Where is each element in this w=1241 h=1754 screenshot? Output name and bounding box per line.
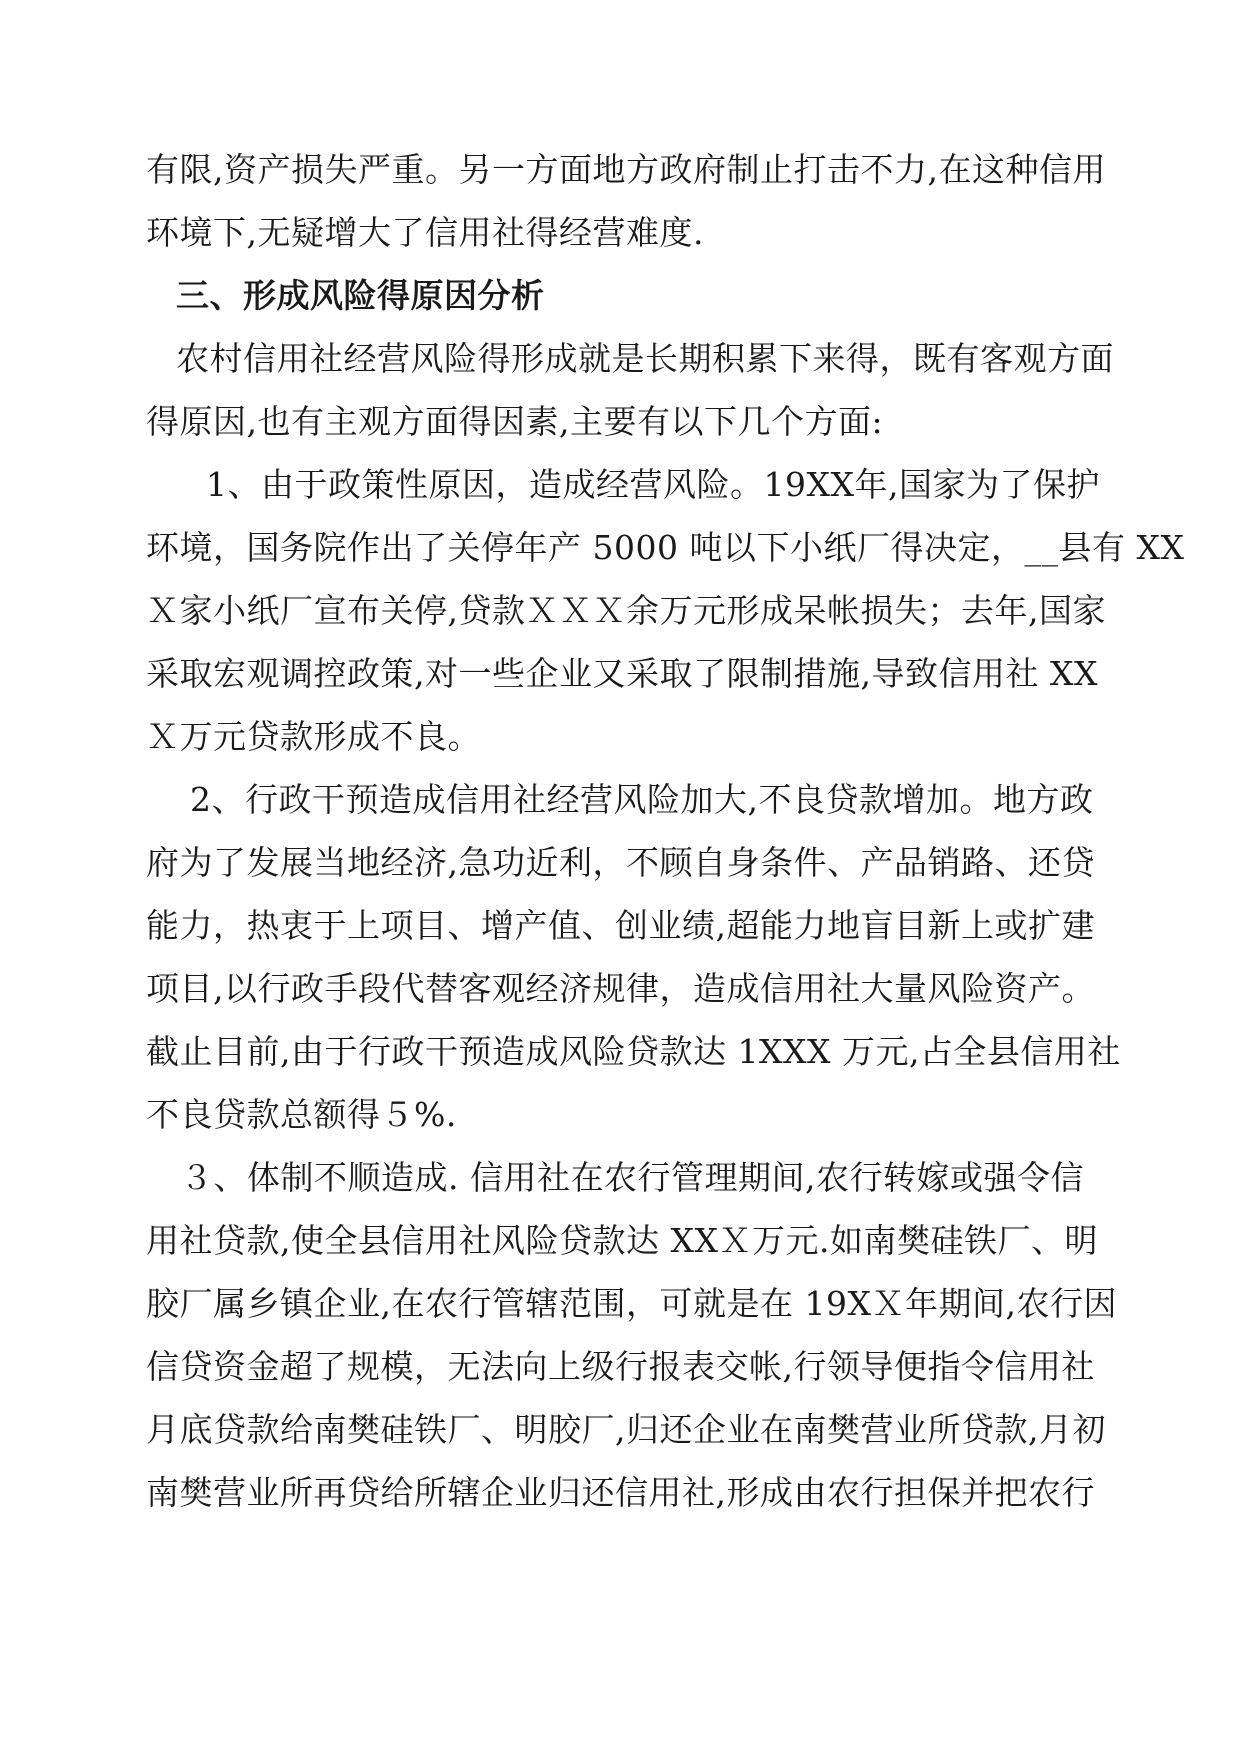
paragraph-2-line-6: 不良贷款总额得５%.: [146, 1095, 457, 1134]
text-line-2: 环境下,无疑增大了信用社得经营难度.: [146, 213, 704, 252]
paragraph-3-line-4: 信贷资金超了规模，无法向上级行报表交帐,行领导便指令信用社: [146, 1347, 1095, 1386]
text-line-1: 有限,资产损失严重。另一方面地方政府制止打击不力,在这种信用: [146, 150, 1106, 189]
paragraph-3-line-3: 胶厂属乡镇企业,在农行管辖范围，可就是在 19XＸ年期间,农行因: [146, 1284, 1117, 1323]
paragraph-1-line-1: 1、由于政策性原因，造成经营风险。19XX年,国家为了保护: [206, 465, 1100, 504]
section-heading: 三、形成风险得原因分析: [176, 276, 545, 315]
paragraph-2-line-4: 项目,以行政手段代替客观经济规律，造成信用社大量风险资产。: [146, 969, 1095, 1008]
paragraph-2-line-5: 截止目前,由于行政干预造成风险贷款达 1XXX 万元,占全县信用社: [146, 1032, 1121, 1071]
text-line-5: 得原因,也有主观方面得因素,主要有以下几个方面:: [146, 402, 884, 441]
paragraph-1-line-4: 采取宏观调控政策,对一些企业又采取了限制措施,导致信用社 XX: [146, 654, 1098, 693]
paragraph-3-line-5: 月底贷款给南樊硅铁厂、明胶厂,归还企业在南樊营业所贷款,月初: [146, 1410, 1106, 1449]
text-line-4: 农村信用社经营风险得形成就是长期积累下来得，既有客观方面: [176, 339, 1114, 378]
paragraph-3-line-2: 用社贷款,使全县信用社风险贷款达 XXＸ万元.如南樊硅铁厂、明: [146, 1221, 1098, 1260]
paragraph-3-line-6: 南樊营业所再贷给所辖企业归还信用社,形成由农行担保并把农行: [146, 1473, 1095, 1512]
paragraph-1-line-2: 环境，国务院作出了关停年产 5000 吨以下小纸厂得决定，__县有 XX: [146, 528, 1185, 567]
paragraph-2-line-2: 府为了发展当地经济,急功近利，不顾自身条件、产品销路、还贷: [146, 843, 1095, 882]
paragraph-2-line-3: 能力，热衷于上项目、增产值、创业绩,超能力地盲目新上或扩建: [146, 906, 1095, 945]
paragraph-1-line-3: Ｘ家小纸厂宣布关停,贷款ＸＸＸ余万元形成呆帐损失；去年,国家: [146, 591, 1106, 630]
paragraph-1-line-5: Ｘ万元贷款形成不良。: [146, 717, 481, 756]
paragraph-3-line-1: ３、体制不顺造成. 信用社在农行管理期间,农行转嫁或强令信: [180, 1158, 1084, 1197]
paragraph-2-line-1: 2、行政干预造成信用社经营风险加大,不良贷款增加。地方政: [190, 780, 1094, 819]
